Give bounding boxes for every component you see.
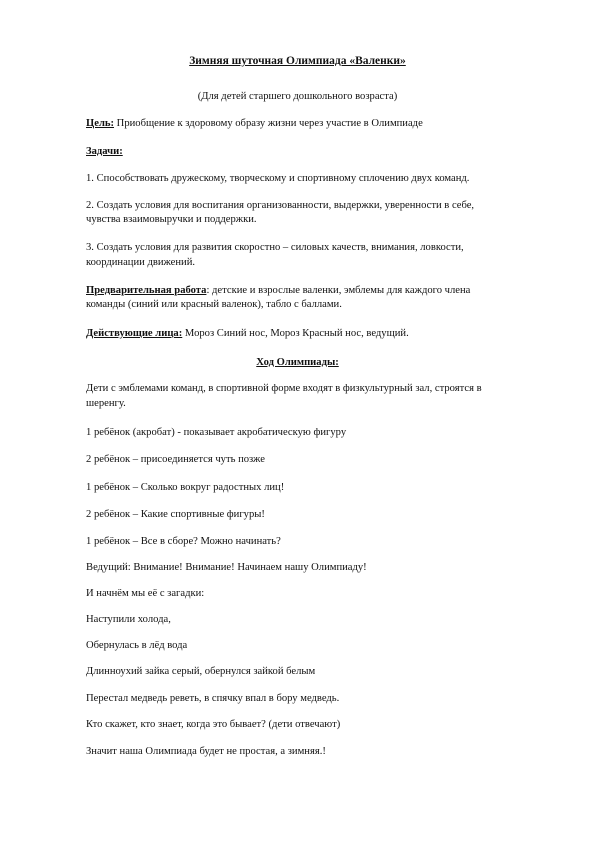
task-item: 2. Создать условия для воспитания организованности, выдержки, уверенности в себе, <box>86 200 475 211</box>
goal-label: Цель: <box>86 118 115 129</box>
task-item: 3. Создать условия для развития скоростно – силовых качеств, внимания, ловкости, <box>86 242 464 253</box>
tasks-label: Задачи: <box>86 146 123 157</box>
text-line: 1 ребёнок – Сколько вокруг радостных лиц! <box>86 482 285 493</box>
intro-line: шеренгу. <box>86 398 126 409</box>
text-line: Обернулась в лёд вода <box>86 640 188 651</box>
text-line: 2 ребёнок – Какие спортивные фигуры! <box>86 509 265 520</box>
persons-line <box>86 327 526 340</box>
text-line: 1 ребёнок (акробат) - показывает акробатическую фигуру <box>86 427 347 438</box>
text-line: 1 ребёнок – Все в сборе? Можно начинать? <box>86 536 281 547</box>
goal-line <box>86 117 526 130</box>
goal-text: Приобщение к здоровому образу жизни через участие в Олимпиаде <box>114 118 423 129</box>
intro-line: Дети с эмблемами команд, в спортивной форме входят в физкультурный зал, строятся в <box>86 383 482 394</box>
persons-text: Мороз Синий нос, Мороз Красный нос, ведущий. <box>182 328 409 339</box>
text-line: Ведущий: Внимание! Внимание! Начинаем нашу Олимпиаду! <box>86 562 367 573</box>
prep-text: : детские и взрослые валенки, эмблемы для каждого члена <box>206 285 471 296</box>
persons-label: Действующие лица: <box>86 328 183 339</box>
prep-label: Предварительная работа <box>86 285 207 296</box>
text-line: Длинноухий зайка серый, обернулся зайкой белым <box>86 666 316 677</box>
text-line: 2 ребёнок – присоединяется чуть позже <box>86 454 265 465</box>
text-line: И начнём мы её с загадки: <box>86 588 205 599</box>
prep-line-2: команды (синий или красный валенок), табло с баллами. <box>86 299 342 310</box>
task-item: чувства взаимовыручки и поддержки. <box>86 214 257 225</box>
text-line: Кто скажет, кто знает, когда это бывает? (дети отвечают) <box>86 719 341 730</box>
task-item: координации движений. <box>86 257 196 268</box>
text-line: Перестал медведь реветь, в спячку впал в бору медведь. <box>86 693 340 704</box>
task-item: 1. Способствовать дружескому, творческому и спортивному сплочению двух команд. <box>86 173 470 184</box>
prep-line <box>86 284 526 297</box>
text-line: Значит наша Олимпиада будет не простая, а зимняя.! <box>86 746 326 757</box>
course-heading: Ход Олимпиады: <box>256 357 339 368</box>
document-subtitle: (Для детей старшего дошкольного возраста) <box>197 91 398 102</box>
document-title: Зимняя шуточная Олимпиада «Валенки» <box>189 55 406 67</box>
text-line: Наступили холода, <box>86 614 171 625</box>
